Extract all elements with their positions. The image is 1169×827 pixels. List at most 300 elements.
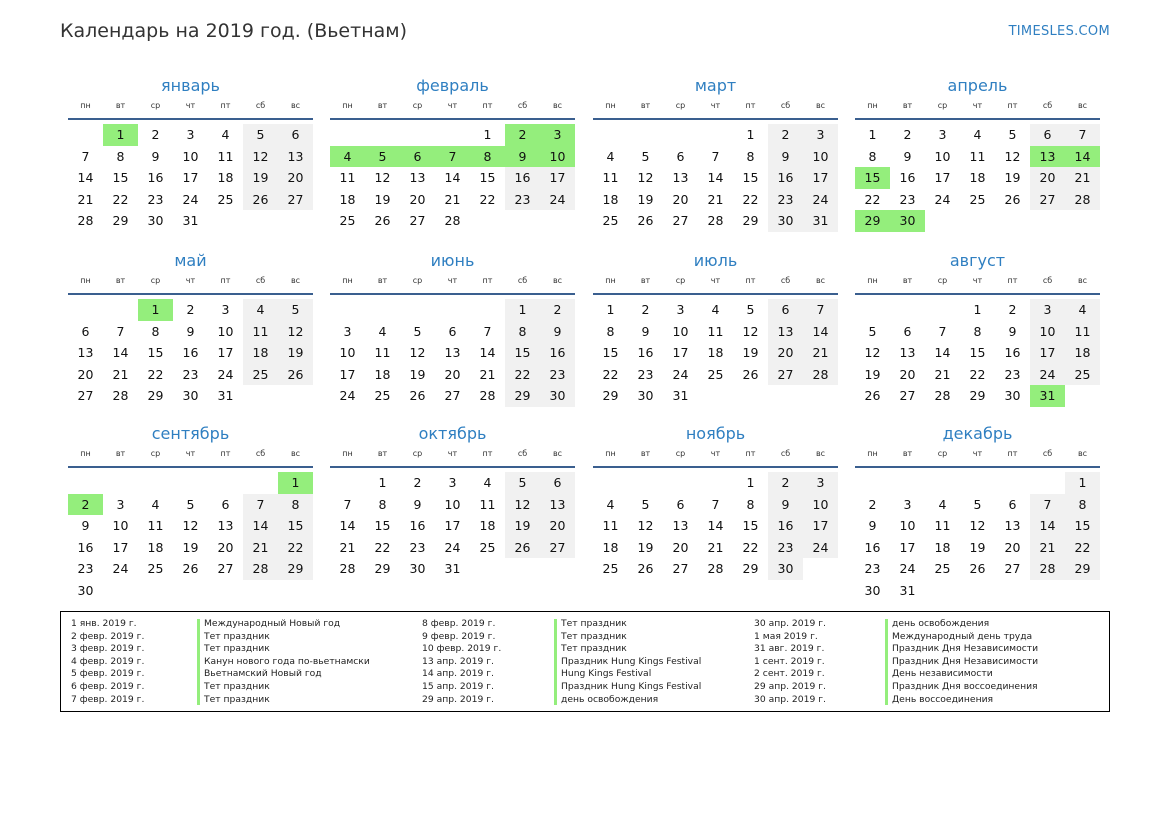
weekday-label: чт bbox=[447, 101, 458, 110]
day-cell: 11 bbox=[217, 148, 234, 164]
day-cell: 9 bbox=[1008, 323, 1017, 339]
day-cell: 18 bbox=[969, 170, 986, 186]
day-cell: 27 bbox=[444, 388, 461, 404]
day-cell: 23 bbox=[864, 561, 881, 577]
day-cell: 30 bbox=[409, 561, 426, 577]
legend-divider bbox=[554, 619, 557, 705]
month-block bbox=[593, 76, 838, 232]
day-cell: 22 bbox=[479, 191, 496, 207]
day-cell: 2 bbox=[186, 302, 195, 318]
day-cell: 13 bbox=[899, 345, 916, 361]
day-cell: 22 bbox=[505, 364, 540, 386]
legend-date: 10 февр. 2019 г. bbox=[422, 643, 502, 655]
weekday-label: чт bbox=[185, 101, 196, 110]
day-cell: 3 bbox=[938, 127, 947, 143]
day-cell: 4 bbox=[243, 299, 278, 321]
empty-cell bbox=[890, 299, 925, 321]
day-cell: 22 bbox=[147, 366, 164, 382]
day-cell: 1 bbox=[103, 124, 138, 146]
day-cell: 24 bbox=[1030, 364, 1065, 386]
day-cell: 6 bbox=[676, 496, 685, 512]
day-grid bbox=[330, 124, 575, 232]
day-cell: 14 bbox=[707, 518, 724, 534]
day-cell: 28 bbox=[444, 213, 461, 229]
month-name: май bbox=[174, 251, 207, 270]
day-grid bbox=[593, 299, 838, 407]
weekday-label: ср bbox=[412, 449, 423, 458]
day-cell: 19 bbox=[1004, 170, 1021, 186]
day-cell: 5 bbox=[278, 299, 313, 321]
day-cell: 2 bbox=[413, 475, 422, 491]
day-cell: 7 bbox=[343, 496, 352, 512]
day-cell: 4 bbox=[711, 302, 720, 318]
day-cell: 9 bbox=[81, 518, 90, 534]
legend-name: Тет праздник bbox=[204, 643, 270, 655]
day-cell: 7 bbox=[803, 299, 838, 321]
weekday-header bbox=[68, 101, 313, 120]
day-cell: 22 bbox=[374, 539, 391, 555]
day-cell: 24 bbox=[112, 561, 129, 577]
day-cell: 23 bbox=[768, 189, 803, 211]
day-cell: 22 bbox=[969, 366, 986, 382]
legend-name: Вьетнамский Новый год bbox=[204, 668, 322, 680]
day-cell: 3 bbox=[186, 127, 195, 143]
day-cell: 5 bbox=[505, 472, 540, 494]
weekday-label: пт bbox=[745, 276, 756, 285]
day-cell: 11 bbox=[374, 345, 391, 361]
empty-cell bbox=[138, 472, 173, 494]
day-cell: 19 bbox=[505, 515, 540, 537]
day-cell: 20 bbox=[672, 191, 689, 207]
weekday-label: пн bbox=[605, 276, 616, 285]
day-cell: 11 bbox=[602, 518, 619, 534]
day-cell: 21 bbox=[707, 539, 724, 555]
legend-date: 15 апр. 2019 г. bbox=[422, 680, 494, 692]
day-cell: 12 bbox=[243, 146, 278, 168]
day-cell: 29 bbox=[112, 213, 129, 229]
day-cell: 30 bbox=[864, 582, 881, 598]
day-cell: 26 bbox=[409, 388, 426, 404]
day-cell: 27 bbox=[899, 388, 916, 404]
day-cell: 11 bbox=[339, 170, 356, 186]
month-name: июль bbox=[693, 251, 738, 270]
day-cell: 24 bbox=[339, 388, 356, 404]
day-cell: 10 bbox=[803, 146, 838, 168]
month-name: сентябрь bbox=[151, 424, 230, 443]
day-cell: 21 bbox=[243, 537, 278, 559]
brand-link[interactable]: TIMESLES.COM bbox=[1008, 24, 1110, 39]
day-cell: 8 bbox=[378, 496, 387, 512]
day-cell: 3 bbox=[803, 472, 838, 494]
day-cell: 29 bbox=[855, 210, 890, 232]
weekday-label: вс bbox=[1077, 276, 1088, 285]
day-cell: 8 bbox=[116, 148, 125, 164]
day-cell: 21 bbox=[339, 539, 356, 555]
day-cell: 31 bbox=[899, 582, 916, 598]
day-cell: 20 bbox=[217, 539, 234, 555]
weekday-label: чт bbox=[710, 276, 721, 285]
empty-cell bbox=[698, 124, 733, 146]
legend-col3-dates bbox=[754, 618, 826, 706]
day-cell: 1 bbox=[278, 472, 313, 494]
day-cell: 8 bbox=[505, 321, 540, 343]
weekday-label: ср bbox=[150, 276, 161, 285]
day-cell: 16 bbox=[864, 539, 881, 555]
day-cell: 8 bbox=[1065, 494, 1100, 516]
day-cell: 6 bbox=[540, 472, 575, 494]
day-cell: 8 bbox=[973, 323, 982, 339]
legend-name: Канун нового года по-вьетнамски bbox=[204, 655, 370, 667]
empty-cell bbox=[330, 472, 365, 494]
weekday-header bbox=[593, 276, 838, 295]
day-cell: 28 bbox=[1030, 558, 1065, 580]
day-cell: 15 bbox=[742, 170, 759, 186]
day-cell: 21 bbox=[803, 342, 838, 364]
day-cell: 6 bbox=[400, 146, 435, 168]
legend-name: Тет праздник bbox=[204, 630, 270, 642]
day-grid bbox=[68, 124, 313, 232]
empty-cell bbox=[173, 472, 208, 494]
day-cell: 4 bbox=[483, 475, 492, 491]
weekday-label: вс bbox=[815, 101, 826, 110]
weekday-label: ср bbox=[675, 101, 686, 110]
empty-cell bbox=[995, 472, 1030, 494]
day-cell: 27 bbox=[672, 561, 689, 577]
weekday-label: вс bbox=[552, 101, 563, 110]
weekday-label: вс bbox=[290, 101, 301, 110]
weekday-label: вт bbox=[377, 101, 388, 110]
day-cell: 5 bbox=[1008, 127, 1017, 143]
empty-cell bbox=[628, 472, 663, 494]
day-cell: 16 bbox=[147, 170, 164, 186]
day-cell: 17 bbox=[444, 518, 461, 534]
weekday-label: сб bbox=[1042, 276, 1053, 285]
day-cell: 23 bbox=[182, 366, 199, 382]
weekday-label: вт bbox=[377, 449, 388, 458]
day-cell: 9 bbox=[641, 323, 650, 339]
day-cell: 7 bbox=[81, 148, 90, 164]
day-cell: 24 bbox=[444, 539, 461, 555]
day-cell: 1 bbox=[868, 127, 877, 143]
day-cell: 27 bbox=[217, 561, 234, 577]
legend-date: 4 февр. 2019 г. bbox=[71, 655, 145, 667]
legend-date: 31 авг. 2019 г. bbox=[754, 643, 825, 655]
day-cell: 12 bbox=[637, 170, 654, 186]
day-cell: 19 bbox=[969, 539, 986, 555]
day-cell: 6 bbox=[221, 496, 230, 512]
day-cell: 7 bbox=[243, 494, 278, 516]
empty-cell bbox=[698, 472, 733, 494]
day-cell: 20 bbox=[540, 515, 575, 537]
day-cell: 7 bbox=[116, 323, 125, 339]
day-cell: 13 bbox=[217, 518, 234, 534]
day-cell: 18 bbox=[374, 366, 391, 382]
day-cell: 12 bbox=[409, 345, 426, 361]
legend-name: Тет праздник bbox=[204, 693, 270, 705]
day-cell: 11 bbox=[934, 518, 951, 534]
empty-cell bbox=[593, 472, 628, 494]
day-grid bbox=[68, 472, 313, 601]
legend-name: Международный Новый год bbox=[204, 618, 341, 629]
day-cell: 12 bbox=[864, 345, 881, 361]
day-cell: 26 bbox=[278, 364, 313, 386]
day-cell: 25 bbox=[707, 366, 724, 382]
weekday-label: пн bbox=[80, 449, 91, 458]
day-cell: 28 bbox=[1065, 189, 1100, 211]
day-cell: 27 bbox=[672, 213, 689, 229]
day-cell: 17 bbox=[934, 170, 951, 186]
empty-cell bbox=[435, 124, 470, 146]
day-cell: 31 bbox=[1030, 385, 1065, 407]
month-block bbox=[855, 76, 1100, 232]
month-block bbox=[330, 424, 575, 580]
month-name: март bbox=[694, 76, 737, 95]
weekday-label: сб bbox=[255, 276, 266, 285]
legend-date: 3 февр. 2019 г. bbox=[71, 643, 145, 655]
day-cell: 12 bbox=[1004, 148, 1021, 164]
day-cell: 28 bbox=[77, 213, 94, 229]
weekday-label: пт bbox=[1007, 449, 1018, 458]
day-cell: 8 bbox=[470, 146, 505, 168]
empty-cell bbox=[330, 299, 365, 321]
day-cell: 30 bbox=[637, 388, 654, 404]
month-name: ноябрь bbox=[685, 424, 746, 443]
day-cell: 24 bbox=[540, 189, 575, 211]
weekday-label: вт bbox=[902, 449, 913, 458]
weekday-header bbox=[330, 276, 575, 295]
day-cell: 26 bbox=[505, 537, 540, 559]
day-cell: 25 bbox=[217, 191, 234, 207]
day-cell: 6 bbox=[1008, 496, 1017, 512]
day-cell: 26 bbox=[1004, 191, 1021, 207]
weekday-label: вт bbox=[377, 276, 388, 285]
day-cell: 5 bbox=[186, 496, 195, 512]
day-cell: 20 bbox=[444, 366, 461, 382]
legend-date: 13 апр. 2019 г. bbox=[422, 655, 494, 667]
day-cell: 23 bbox=[540, 364, 575, 386]
day-cell: 1 bbox=[378, 475, 387, 491]
weekday-label: чт bbox=[972, 101, 983, 110]
legend-name: Hung Kings Festival bbox=[561, 668, 652, 680]
day-cell: 25 bbox=[602, 561, 619, 577]
day-cell: 2 bbox=[68, 494, 103, 516]
month-name: июнь bbox=[430, 251, 475, 270]
day-cell: 9 bbox=[151, 148, 160, 164]
day-cell: 29 bbox=[374, 561, 391, 577]
day-cell: 17 bbox=[803, 515, 838, 537]
day-cell: 30 bbox=[890, 210, 925, 232]
month-name: август bbox=[949, 251, 1006, 270]
legend-name: Праздник Дня Независимости bbox=[892, 655, 1039, 667]
day-cell: 10 bbox=[934, 148, 951, 164]
day-cell: 13 bbox=[540, 494, 575, 516]
day-cell: 13 bbox=[768, 321, 803, 343]
day-cell: 1 bbox=[746, 127, 755, 143]
day-cell: 25 bbox=[479, 539, 496, 555]
legend-name: день освобождения bbox=[561, 693, 659, 705]
day-cell: 19 bbox=[864, 366, 881, 382]
day-cell: 15 bbox=[1065, 515, 1100, 537]
weekday-label: пн bbox=[605, 101, 616, 110]
weekday-label: вс bbox=[290, 276, 301, 285]
day-cell: 18 bbox=[217, 170, 234, 186]
day-cell: 11 bbox=[1065, 321, 1100, 343]
day-cell: 26 bbox=[969, 561, 986, 577]
day-cell: 21 bbox=[707, 191, 724, 207]
day-cell: 27 bbox=[768, 364, 803, 386]
day-cell: 25 bbox=[374, 388, 391, 404]
day-cell: 2 bbox=[868, 496, 877, 512]
weekday-label: пн bbox=[342, 449, 353, 458]
day-cell: 20 bbox=[672, 539, 689, 555]
empty-cell bbox=[365, 299, 400, 321]
day-cell: 26 bbox=[864, 388, 881, 404]
month-block bbox=[855, 251, 1100, 407]
day-cell: 14 bbox=[77, 170, 94, 186]
day-cell: 25 bbox=[339, 213, 356, 229]
day-cell: 17 bbox=[217, 345, 234, 361]
day-cell: 8 bbox=[746, 496, 755, 512]
day-cell: 8 bbox=[278, 494, 313, 516]
day-cell: 23 bbox=[505, 189, 540, 211]
empty-cell bbox=[593, 124, 628, 146]
day-cell: 6 bbox=[903, 323, 912, 339]
day-cell: 30 bbox=[77, 582, 94, 598]
day-cell: 10 bbox=[112, 518, 129, 534]
empty-cell bbox=[960, 472, 995, 494]
empty-cell bbox=[925, 299, 960, 321]
day-cell: 28 bbox=[707, 213, 724, 229]
day-cell: 21 bbox=[479, 366, 496, 382]
weekday-header bbox=[330, 101, 575, 120]
weekday-label: пт bbox=[220, 276, 231, 285]
weekday-label: пт bbox=[1007, 276, 1018, 285]
day-grid bbox=[330, 472, 575, 580]
legend-name: День воссоединения bbox=[892, 693, 994, 705]
day-cell: 22 bbox=[278, 537, 313, 559]
day-cell: 2 bbox=[903, 127, 912, 143]
day-cell: 4 bbox=[938, 496, 947, 512]
day-cell: 30 bbox=[147, 213, 164, 229]
day-cell: 29 bbox=[602, 388, 619, 404]
day-cell: 16 bbox=[768, 167, 803, 189]
legend-name: Тет праздник bbox=[561, 643, 627, 655]
day-cell: 12 bbox=[374, 170, 391, 186]
day-cell: 7 bbox=[435, 146, 470, 168]
day-cell: 15 bbox=[855, 167, 890, 189]
day-cell: 9 bbox=[768, 494, 803, 516]
weekday-label: вс bbox=[1077, 101, 1088, 110]
weekday-header bbox=[68, 276, 313, 295]
day-grid bbox=[330, 299, 575, 407]
day-cell: 24 bbox=[803, 537, 838, 559]
day-cell: 22 bbox=[864, 191, 881, 207]
legend-name: Тет праздник bbox=[561, 630, 627, 642]
day-grid bbox=[855, 472, 1100, 601]
day-cell: 13 bbox=[1030, 146, 1065, 168]
month-block bbox=[593, 251, 838, 407]
day-cell: 26 bbox=[637, 561, 654, 577]
day-cell: 7 bbox=[711, 496, 720, 512]
month-name: апрель bbox=[947, 76, 1008, 95]
weekday-label: ср bbox=[412, 276, 423, 285]
day-cell: 23 bbox=[147, 191, 164, 207]
day-cell: 2 bbox=[641, 302, 650, 318]
day-cell: 12 bbox=[742, 323, 759, 339]
weekday-label: сб bbox=[517, 276, 528, 285]
day-cell: 6 bbox=[278, 124, 313, 146]
day-cell: 19 bbox=[409, 366, 426, 382]
day-cell: 6 bbox=[81, 323, 90, 339]
day-cell: 14 bbox=[803, 321, 838, 343]
empty-cell bbox=[1030, 472, 1065, 494]
day-cell: 8 bbox=[606, 323, 615, 339]
weekday-label: сб bbox=[517, 101, 528, 110]
day-cell: 25 bbox=[934, 561, 951, 577]
day-cell: 18 bbox=[602, 191, 619, 207]
day-cell: 27 bbox=[278, 189, 313, 211]
day-cell: 1 bbox=[1065, 472, 1100, 494]
day-cell: 4 bbox=[1065, 299, 1100, 321]
day-cell: 16 bbox=[409, 518, 426, 534]
day-cell: 23 bbox=[409, 539, 426, 555]
day-cell: 26 bbox=[182, 561, 199, 577]
weekday-header bbox=[855, 449, 1100, 468]
day-cell: 14 bbox=[444, 170, 461, 186]
day-cell: 21 bbox=[1030, 537, 1065, 559]
day-cell: 4 bbox=[221, 127, 230, 143]
day-cell: 30 bbox=[1004, 388, 1021, 404]
day-cell: 9 bbox=[505, 146, 540, 168]
day-cell: 14 bbox=[479, 345, 496, 361]
day-cell: 1 bbox=[505, 299, 540, 321]
day-cell: 17 bbox=[540, 167, 575, 189]
weekday-label: вт bbox=[902, 101, 913, 110]
day-cell: 14 bbox=[1030, 515, 1065, 537]
day-cell: 10 bbox=[1030, 321, 1065, 343]
month-block bbox=[593, 424, 838, 580]
day-cell: 18 bbox=[1065, 342, 1100, 364]
legend-date: 9 февр. 2019 г. bbox=[422, 630, 496, 642]
empty-cell bbox=[925, 472, 960, 494]
day-cell: 2 bbox=[768, 472, 803, 494]
day-cell: 11 bbox=[969, 148, 986, 164]
day-cell: 16 bbox=[77, 539, 94, 555]
day-cell: 22 bbox=[742, 191, 759, 207]
empty-cell bbox=[855, 472, 890, 494]
weekday-label: пт bbox=[220, 101, 231, 110]
weekday-header bbox=[68, 449, 313, 468]
day-cell: 29 bbox=[1065, 558, 1100, 580]
day-cell: 26 bbox=[742, 366, 759, 382]
day-cell: 31 bbox=[182, 213, 199, 229]
empty-cell bbox=[628, 124, 663, 146]
day-cell: 3 bbox=[221, 302, 230, 318]
weekday-label: пн bbox=[80, 101, 91, 110]
day-cell: 24 bbox=[672, 366, 689, 382]
legend-name: Тет праздник bbox=[561, 618, 627, 629]
day-cell: 19 bbox=[374, 191, 391, 207]
day-cell: 18 bbox=[602, 539, 619, 555]
day-cell: 17 bbox=[899, 539, 916, 555]
day-cell: 13 bbox=[1004, 518, 1021, 534]
day-cell: 31 bbox=[672, 388, 689, 404]
day-cell: 17 bbox=[672, 345, 689, 361]
legend-name: День независимости bbox=[892, 668, 993, 680]
day-cell: 16 bbox=[505, 167, 540, 189]
legend-date: 1 сент. 2019 г. bbox=[754, 655, 825, 667]
day-cell: 29 bbox=[147, 388, 164, 404]
